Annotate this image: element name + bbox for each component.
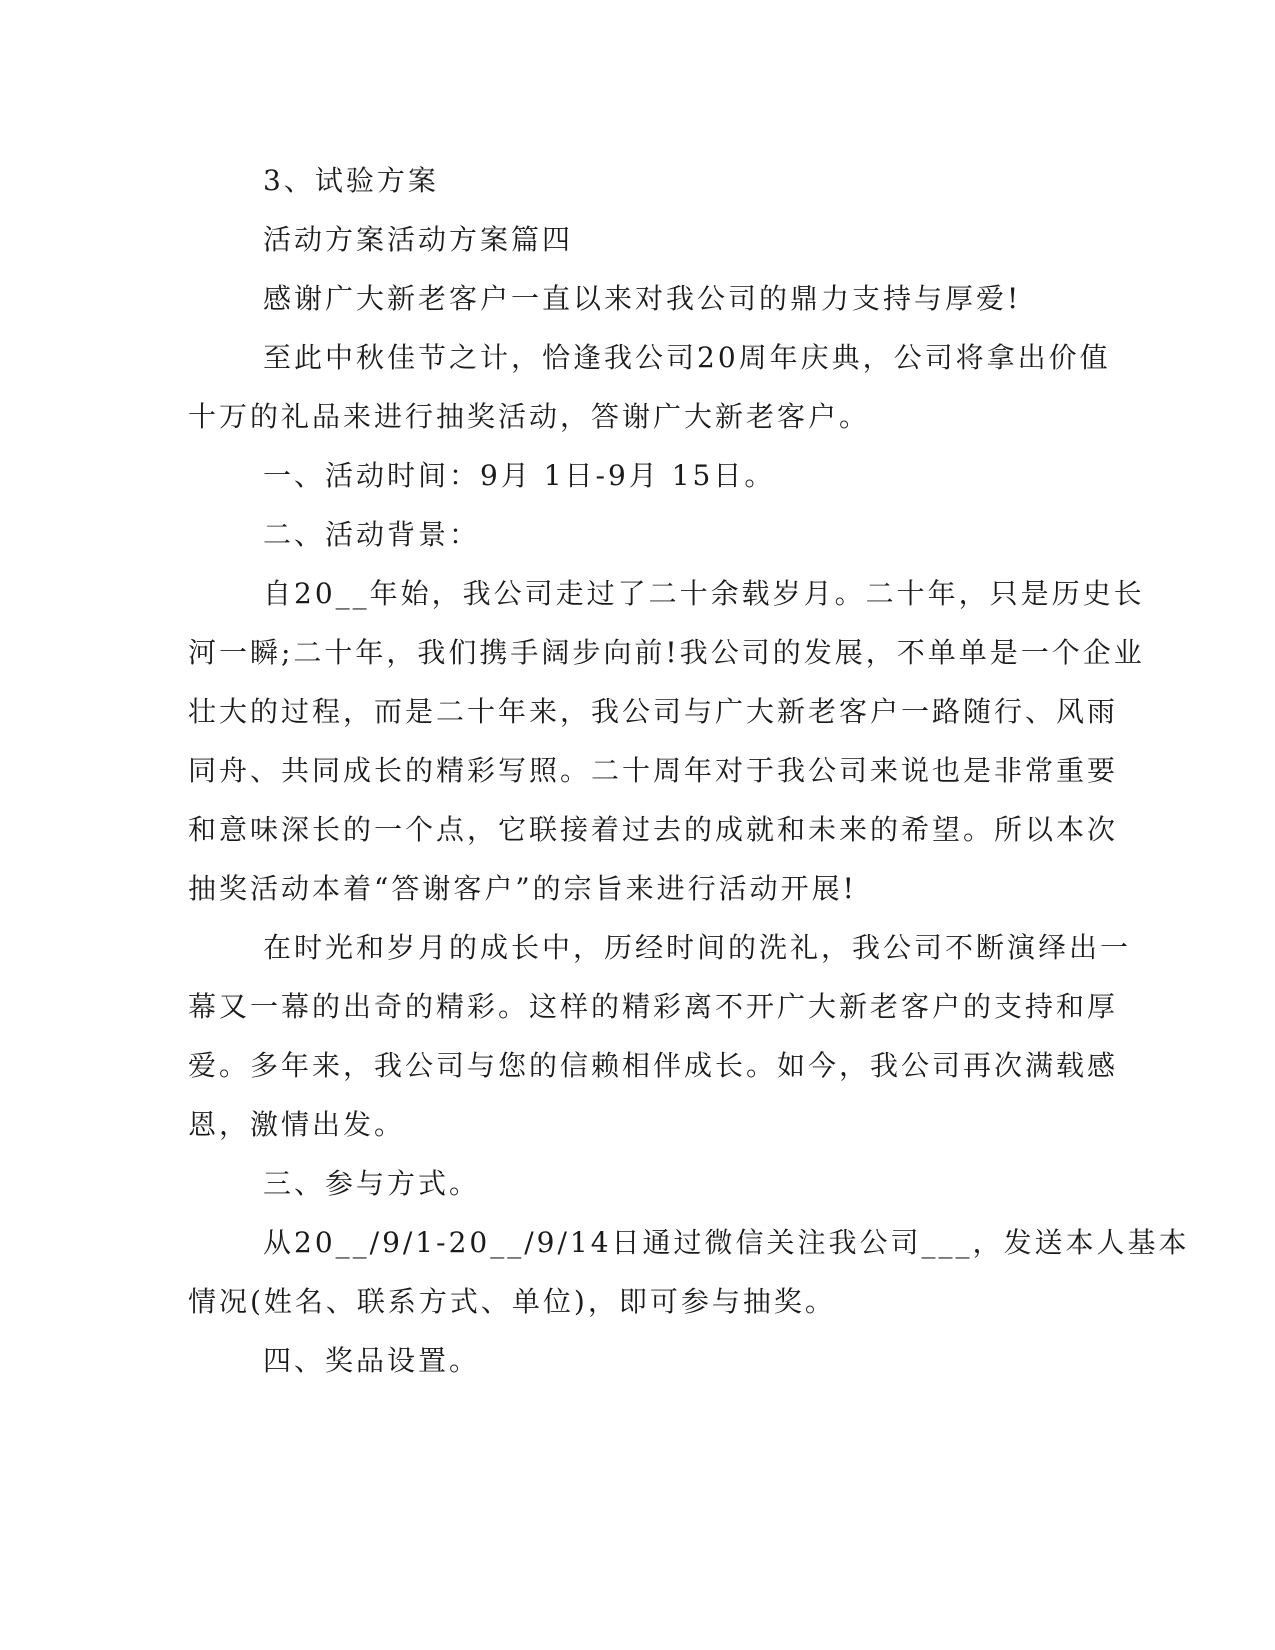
- thanks-paragraph: 感谢广大新老客户一直以来对我公司的鼎力支持与厚爱!: [263, 282, 1022, 315]
- participation-heading: 三、参与方式。: [263, 1167, 481, 1200]
- activity-background-heading: 二、活动背景：: [263, 518, 481, 551]
- background-paragraph-line-4: 同舟、共同成长的精彩写照。二十周年对于我公司来说也是非常重要: [188, 754, 1119, 787]
- growth-paragraph-line-4: 恩，激情出发。: [188, 1108, 406, 1141]
- background-paragraph-line-5: 和意味深长的一个点，它联接着过去的成就和未来的希望。所以本次: [188, 813, 1119, 846]
- background-paragraph-line-1: 自20__年始，我公司走过了二十余载岁月。二十年，只是历史长: [263, 577, 1145, 610]
- intro-paragraph-line-1: 至此中秋佳节之计，恰逢我公司20周年庆典，公司将拿出价值: [263, 341, 1111, 374]
- growth-paragraph-line-2: 幕又一幕的出奇的精彩。这样的精彩离不开广大新老客户的支持和厚: [188, 990, 1119, 1023]
- growth-paragraph-line-3: 爱。多年来，我公司与您的信赖相伴成长。如今，我公司再次满载感: [188, 1049, 1119, 1082]
- prize-settings-heading: 四、奖品设置。: [263, 1344, 481, 1377]
- background-paragraph-line-6: 抽奖活动本着“答谢客户”的宗旨来进行活动开展!: [188, 872, 857, 905]
- background-paragraph-line-2: 河一瞬;二十年，我们携手阔步向前!我公司的发展，不单单是一个企业: [188, 636, 1145, 669]
- participation-paragraph-line-1: 从20__/9/1-20__/9/14日通过微信关注我公司___，发送本人基本: [263, 1226, 1190, 1259]
- section-heading-trial-plan: 3、试验方案: [263, 164, 439, 197]
- background-paragraph-line-3: 壮大的过程，而是二十年来，我公司与广大新老客户一路随行、风雨: [188, 695, 1119, 728]
- growth-paragraph-line-1: 在时光和岁月的成长中，历经时间的洗礼，我公司不断演绎出一: [263, 931, 1132, 964]
- activity-time: 一、活动时间：9月 1日-9月 15日。: [263, 459, 776, 492]
- participation-paragraph-line-2: 情况(姓名、联系方式、单位)，即可参与抽奖。: [188, 1285, 836, 1318]
- article-title: 活动方案活动方案篇四: [263, 223, 574, 256]
- intro-paragraph-line-2: 十万的礼品来进行抽奖活动，答谢广大新老客户。: [188, 400, 871, 433]
